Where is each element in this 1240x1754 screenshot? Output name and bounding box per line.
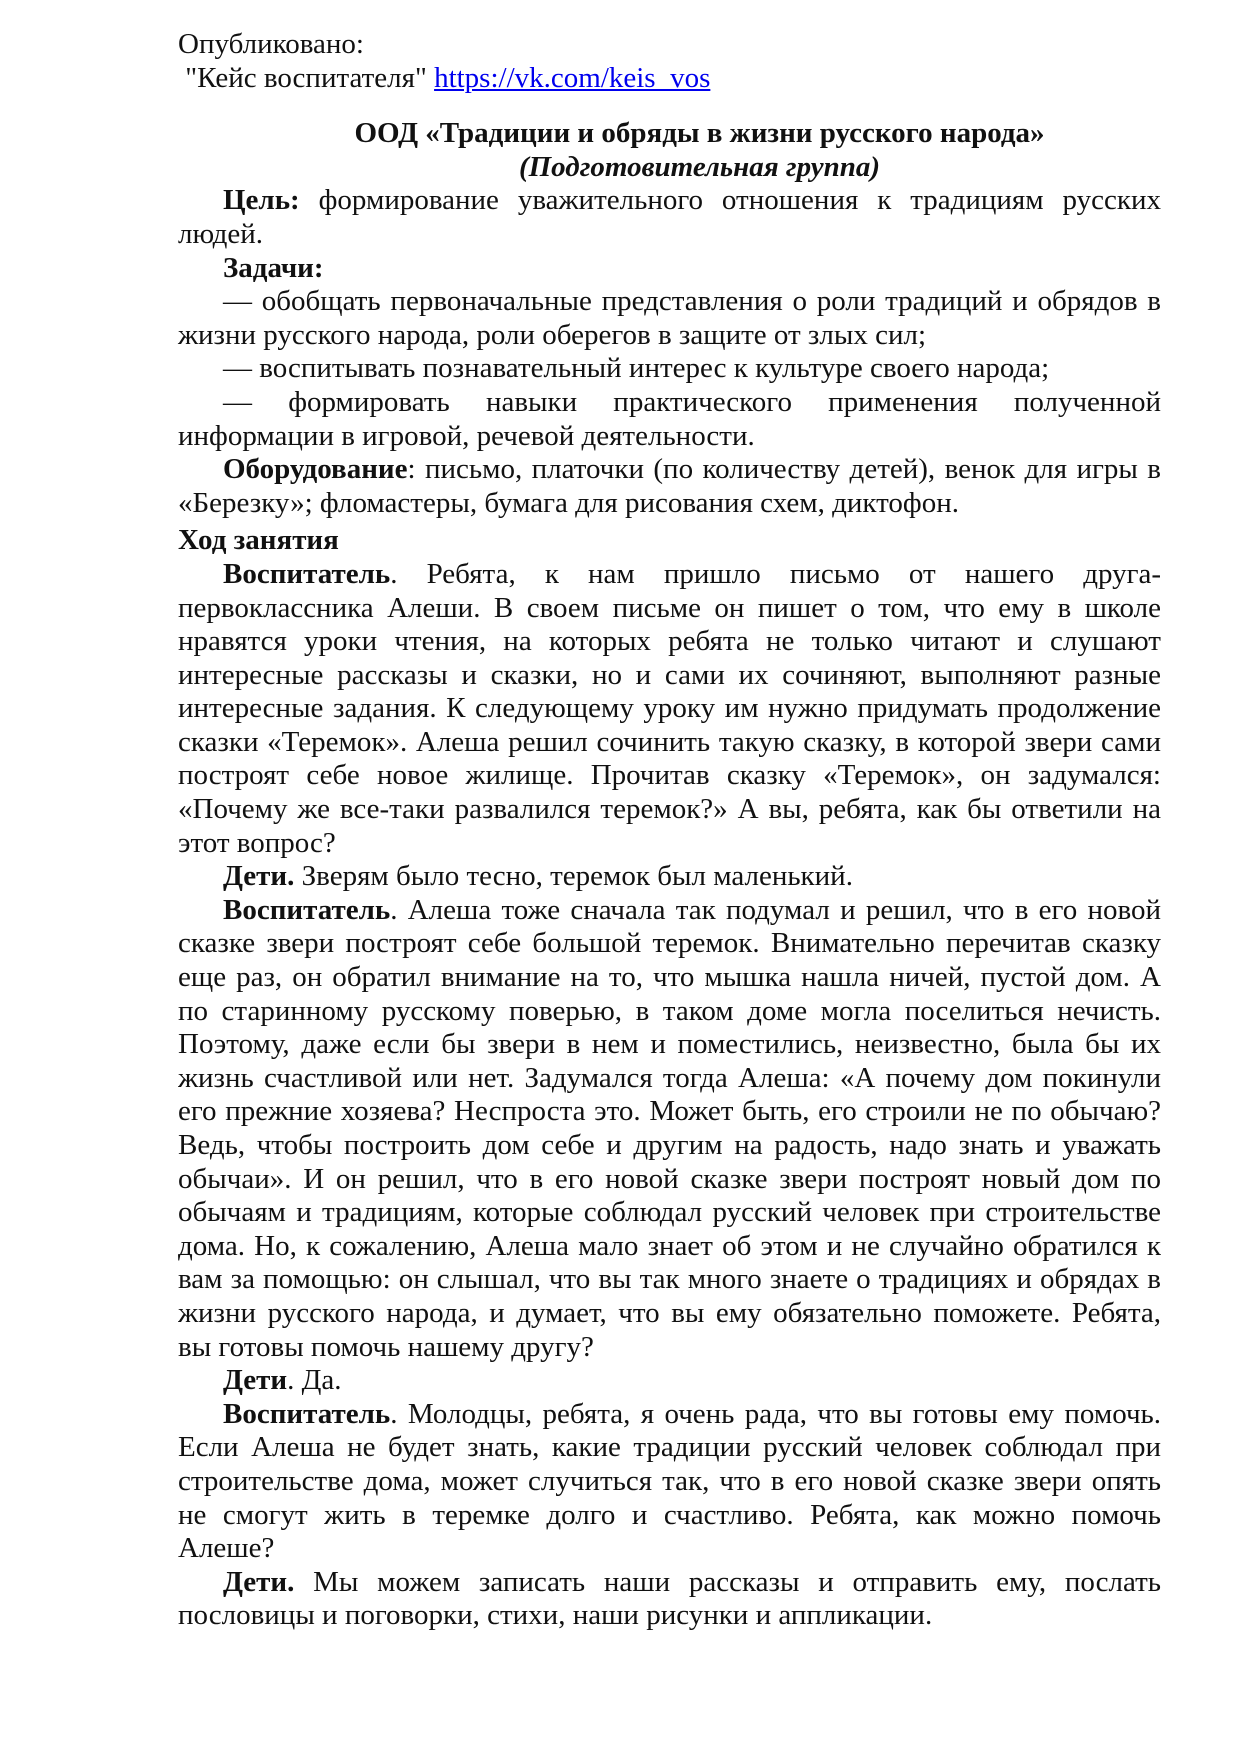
line-text: интересные рассказы и сказки, но и сами их сочиняют, выполняют разные bbox=[178, 658, 1161, 691]
line-text: строительстве дома, может случиться так, что в его новой сказке звери опять bbox=[178, 1464, 1161, 1497]
paragraph-lead: Цель: bbox=[223, 184, 300, 217]
line-text: жизнь счастливой или нет. Задумался тогда Алеша: «А почему дом покинули bbox=[178, 1061, 1161, 1094]
line-text: Зверям было тесно, теремок был маленький. bbox=[294, 860, 853, 893]
paragraph-lead: Дети. bbox=[223, 860, 295, 893]
line-text: «Березку»; фломастеры, бумага для рисования схем, диктофон. bbox=[178, 486, 959, 519]
section-heading: Ход занятия bbox=[178, 524, 339, 557]
document-subtitle: (Подготовительная группа) bbox=[518, 150, 881, 183]
line-text: обычаи». И он решил, что в его новой сказке звери построят новый дом по bbox=[178, 1162, 1161, 1195]
paragraph-lead: Дети bbox=[223, 1364, 288, 1397]
line-text: — формировать навыки практического применения полученной bbox=[223, 385, 1161, 418]
line-text: . Ребята, к нам пришло письмо от нашего друга- bbox=[390, 557, 1161, 590]
paragraph-lead: Воспитатель bbox=[223, 557, 391, 590]
line-text: жизни русского народа, роли оберегов в защите от злых сил; bbox=[178, 318, 927, 351]
text-line bbox=[178, 1331, 1161, 1365]
line-text: — воспитывать познавательный интерес к культуре своего народа; bbox=[223, 352, 1050, 385]
line-text: не смогут жить в теремке долго и счастливо. Ребята, как можно помочь bbox=[178, 1498, 1161, 1531]
line-text: его прежние хозяева? Неспроста это. Может быть, его строили не по обычаю? bbox=[178, 1095, 1161, 1128]
text-line bbox=[178, 487, 1161, 521]
text-line bbox=[178, 894, 1161, 928]
paragraph bbox=[178, 524, 1161, 558]
line-text: вы готовы помочь нашему другу? bbox=[178, 1330, 594, 1363]
text-line bbox=[178, 453, 1161, 487]
paragraph-lead: Оборудование bbox=[223, 453, 408, 486]
paragraph bbox=[178, 860, 1161, 894]
document-body bbox=[178, 184, 1161, 1633]
line-text: сказки «Теремок». Алеша решил сочинить такую сказку, в которой звери сами bbox=[178, 725, 1161, 758]
line-text: . Алеша тоже сначала так подумал и решил, что в его новой bbox=[390, 893, 1161, 926]
text-line bbox=[178, 625, 1161, 659]
paragraph bbox=[178, 386, 1161, 453]
text-line bbox=[178, 252, 1161, 286]
source-name: "Кейс воспитателя" bbox=[178, 61, 435, 94]
line-text: формирование уважительного отношения к традициям русских bbox=[299, 184, 1161, 217]
text-line bbox=[178, 1163, 1161, 1197]
text-line bbox=[178, 860, 1161, 894]
line-text: : письмо, платочки (по количеству детей), венок для игры в bbox=[407, 453, 1161, 486]
paragraph bbox=[178, 252, 1161, 286]
text-line bbox=[178, 726, 1161, 760]
text-line bbox=[178, 1129, 1161, 1163]
text-line bbox=[178, 352, 1161, 386]
text-line bbox=[178, 1263, 1161, 1297]
paragraph-lead: Дети. bbox=[223, 1565, 295, 1598]
line-text: — обобщать первоначальные представления о роли традиций и обрядов в bbox=[223, 285, 1161, 318]
line-text: . Молодцы, ребята, я очень рада, что вы готовы ему помочь. bbox=[390, 1397, 1161, 1430]
line-text: сказке звери построят себе большой теремок. Внимательно перечитав сказку bbox=[178, 927, 1161, 960]
line-text: вам за помощью: он слышал, что вы так много знаете о традициях и обрядах в bbox=[178, 1263, 1161, 1296]
source-link[interactable]: https://vk.com/keis_vos bbox=[434, 61, 711, 94]
line-text: этот вопрос? bbox=[178, 826, 336, 859]
text-line bbox=[178, 1599, 1161, 1633]
document-page bbox=[178, 28, 1161, 1633]
text-line bbox=[178, 1398, 1161, 1432]
paragraph bbox=[178, 894, 1161, 1364]
text-line bbox=[178, 285, 1161, 319]
line-text: обычаям и традициям, которые соблюдал русский человек при строительстве bbox=[178, 1196, 1161, 1229]
line-text: еще раз, он обратил внимание на то, что мышка нашла ничей, пустой дом. А bbox=[178, 961, 1161, 994]
text-line bbox=[178, 420, 1161, 454]
text-line bbox=[178, 386, 1161, 420]
text-line bbox=[178, 1028, 1161, 1062]
paragraph bbox=[178, 1364, 1161, 1398]
text-line bbox=[178, 961, 1161, 995]
text-line bbox=[178, 1566, 1161, 1600]
paragraph bbox=[178, 1566, 1161, 1633]
published-label: Опубликовано: bbox=[178, 28, 364, 60]
text-line bbox=[178, 1465, 1161, 1499]
text-line bbox=[178, 1095, 1161, 1129]
text-line bbox=[178, 1297, 1161, 1331]
text-line bbox=[178, 692, 1161, 726]
line-text: нравятся уроки чтения, на которых ребята не только читают и слушают bbox=[178, 625, 1161, 658]
text-line bbox=[178, 1499, 1161, 1533]
line-text: Поэтому, даже если бы звери в нем и поместились, неизвестно, была бы их bbox=[178, 1028, 1161, 1061]
line-text: пословицы и поговорки, стихи, наши рисунки и аппликации. bbox=[178, 1599, 933, 1632]
text-line bbox=[178, 1062, 1161, 1096]
paragraph bbox=[178, 352, 1161, 386]
text-line bbox=[178, 1532, 1161, 1566]
text-line bbox=[178, 793, 1161, 827]
text-line bbox=[178, 759, 1161, 793]
paragraph bbox=[178, 285, 1161, 352]
paragraph-lead: Воспитатель bbox=[223, 893, 391, 926]
text-line bbox=[178, 1431, 1161, 1465]
paragraph bbox=[178, 184, 1161, 251]
line-text: информации в игровой, речевой деятельности. bbox=[178, 419, 755, 452]
text-line bbox=[178, 827, 1161, 861]
line-text: «Почему же все-таки развалился теремок?» А вы, ребята, как бы ответили на bbox=[178, 793, 1161, 826]
line-text: жизни русского народа, и думает, что вы ему обязательно поможете. Ребята, bbox=[178, 1296, 1161, 1329]
text-line bbox=[178, 995, 1161, 1029]
line-text: дома. Но, к сожалению, Алеша мало знает об этом и не случайно обратился к bbox=[178, 1229, 1161, 1262]
text-line bbox=[178, 319, 1161, 353]
text-line bbox=[178, 592, 1161, 626]
source-line bbox=[178, 62, 1161, 96]
line-text: Алеше? bbox=[178, 1532, 275, 1565]
paragraph bbox=[178, 1398, 1161, 1566]
line-text: по старинному русскому поверью, в таком доме могла поселиться нечисть. bbox=[178, 994, 1161, 1027]
line-text: первоклассника Алеши. В своем письме он пишет о том, что ему в школе bbox=[178, 591, 1161, 624]
text-line bbox=[178, 218, 1161, 252]
paragraph bbox=[178, 453, 1161, 520]
text-line bbox=[178, 1196, 1161, 1230]
line-text: построят себе новое жилище. Прочитав сказку «Теремок», он задумался: bbox=[178, 759, 1161, 792]
line-text: интересные задания. К следующему уроку им нужно придумать продолжение bbox=[178, 692, 1161, 725]
line-text: Мы можем записать наши рассказы и отправить ему, послать bbox=[294, 1565, 1161, 1598]
text-line bbox=[178, 184, 1161, 218]
paragraph-lead: Задачи: bbox=[223, 251, 324, 284]
line-text: Если Алеша не будет знать, какие традиции русский человек соблюдал при bbox=[178, 1431, 1161, 1464]
text-line bbox=[178, 927, 1161, 961]
line-text: Ведь, чтобы построить дом себе и другим на радость, надо знать и уважать bbox=[178, 1129, 1161, 1161]
text-line bbox=[178, 659, 1161, 693]
text-line bbox=[178, 1230, 1161, 1264]
paragraph-lead: Воспитатель bbox=[223, 1397, 391, 1430]
line-text: . Да. bbox=[287, 1364, 342, 1397]
paragraph bbox=[178, 558, 1161, 860]
document-title: ООД «Традиции и обряды в жизни русского народа» bbox=[354, 117, 1045, 150]
text-line bbox=[178, 1364, 1161, 1398]
text-line bbox=[178, 558, 1161, 592]
line-text: людей. bbox=[178, 217, 264, 250]
